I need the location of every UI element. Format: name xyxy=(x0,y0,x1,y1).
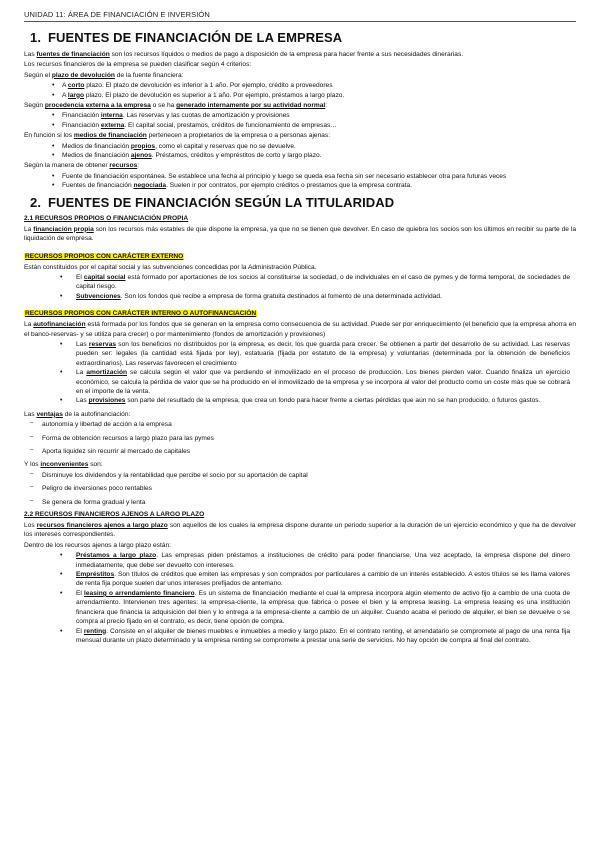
list-item: • Medios de financiación ajenos. Préstamos, créditos y empréstitos de corto y largo plazo. xyxy=(24,151,576,160)
list-item: • Las reservas son los beneficios no distribuidos por la empresa, es decir, los que guarda para crecer. Se obtienen a partir del desarrollo de su actividad. Las reservas pueden ser: legales (la cantidad está fijada por ley), estatuaria (fijada por estatuto de la empresa) y voluntarias (determinada por la obtención de beneficios extraordinarios). Las reservas favorecen el crecimiento xyxy=(24,340,576,368)
s1-intro xyxy=(24,50,576,59)
list-item: – Forma de obtención recursos a largo plazo para las pymes xyxy=(24,434,576,443)
section-2-title xyxy=(30,195,576,210)
list-item: • Subvenciones. Son los fondos que recibe a empresa de forma gratuita destinados al fomento de una determinada actividad. xyxy=(24,292,576,301)
long-term-list xyxy=(24,551,576,645)
list-item: – autonomía y libertad de acción a la empresa xyxy=(24,420,576,429)
list-item: – Se genera de forma gradual y lenta xyxy=(24,498,576,507)
term: fuentes de financiación xyxy=(36,51,110,58)
criterion-4-list xyxy=(24,172,576,191)
external-intro: Están constituidos por el capital social y las subvenciones concedidas por la Administración Pública. xyxy=(24,263,317,271)
criterion-3-list xyxy=(24,142,576,161)
list-item: • Préstamos a largo plazo. Las empresas piden préstamos a instituciones de crédito para poder financiarse. Una vez aceptado, la empresa dispone del dinero inmediatamente, que debe ser devuelto con intereses. xyxy=(24,551,576,570)
s2-2-intro: Los recursos financieros ajenos a largo plazo son aquellos de los cuales la empresa dispone durante un periodo superior a la duración de un ejercicio económico y que ha de devolver los intereses correspondientes. xyxy=(24,522,577,539)
section-2-number: 2. xyxy=(30,194,42,210)
disadvantages-list xyxy=(24,471,576,507)
list-item: • Las provisiones son parte del resultado de la empresa, que crea un fondo para hacer frente a ciertas pérdidas que aún no se han producido, o futuros gastos. xyxy=(24,396,576,405)
list-item: • Fuentes de financiación negociada. Suelen ir por contratos, por ejemplo créditos o prestamos que la empresa contrata. xyxy=(24,181,576,190)
criterion-4: Según la manera de obtener recursos: xyxy=(24,162,140,170)
unit-header: UNIDAD 11: ÁREA DE FINANCIACIÓN E INVERSIÓN xyxy=(24,10,576,22)
disadvantages-intro: Y los inconvenientes son: xyxy=(24,461,103,469)
criterion-2-list xyxy=(24,111,576,130)
criterion-1-list xyxy=(24,81,576,100)
internal-intro: La autofinanciación está formada por los fondos que se generan en la empresa como consecuencia de su actividad. Puede ser por enriquecimiento (el beneficio que la empresa ahorra en el banco-reservas- y se utiliza para crecer) o por mantenimiento (fondos de amortización y provisiones) xyxy=(24,321,576,338)
advantages-intro: Las ventajas de la autofinanciación: xyxy=(24,410,131,418)
list-item: • El renting. Consiste en el alquiler de bienes muebles e inmuebles a medio y largo plazo. En el contrato renting, el arrendatario se compromete al pago de una renta fija mensual durante un plazo determinado y la empresa renting se compromete a prestar una serie de servicios. No hay opción de compra al final del contrato. xyxy=(24,627,576,646)
list-item: – Peligro de inversiones poco rentables xyxy=(24,484,576,493)
text-run: Según el xyxy=(24,71,52,79)
list-item: • Fuente de financiación espontánea. Se establece una fecha al principio y luego se queda esa fecha sin ser necesario establecer otra para futuras veces xyxy=(24,172,576,181)
list-item: • El leasing o arrendamiento financiero. Es un sistema de financiación mediante el cual la empresa incorpora algún elemento de activo fijo a cambio de una cuota de arrendamiento. Intervienen tres agentes: la empresa-cliente, la empresa que fabrica o posee el bien y la empresa leasing. La empresa leasing es una institución financiera que financia la adquisición del bien y lo entrega a la empresa-cliente a cambio de un alquiler. Cuando acaba el periodo de alquiler, el bien se devuelve o se compra al precio fijado en el contrato, es decir, tiene opción de compra. xyxy=(24,589,576,627)
section-1-number: 1. xyxy=(30,30,42,45)
criterion-3: En función si los medios de financiación pertenecen a propietarios de la empresa o a personas ajenas: xyxy=(24,132,331,140)
text-run: Las xyxy=(24,51,37,58)
s2-2-intro-2: Dentro de los recursos ajenos a largo plazo están: xyxy=(24,541,171,549)
list-item: • El capital social está formado por aportaciones de los socios al constituirse la sociedad, o de individuales en el caso de pymes y de forma temporal, de sociedades de capital riesgo. xyxy=(24,273,576,292)
highlight-internal: RECURSOS PROPIOS CON CARÁCTER INTERNO O AUTOFINANCIACIÓN xyxy=(25,310,257,318)
highlight-external: RECURSOS PROPIOS CON CARÁCTER EXTERNO xyxy=(25,252,184,260)
list-item: • Medios de financiación propios, como el capital y reservas que no se devuelve. xyxy=(24,142,576,151)
list-item: • A corto plazo. El plazo de devolución es inferior a 1 año. Por ejemplo, crédito a proveedores xyxy=(24,81,576,90)
internal-list xyxy=(24,340,576,406)
list-item: – Disminuye los dividendos y la rentabilidad que percibe el socio por su aportación de capital xyxy=(24,471,576,480)
section-1-title xyxy=(30,30,576,45)
subsection-2-2: 2.2 RECURSOS FINANCIEROS AJENOS A LARGO PLAZO xyxy=(24,511,205,519)
s2-1-intro: La financiación propia son los recursos más estables de que dispone la empresa, ya que no se tienen que devolver. En caso de quiebra los socios son los últimos en recibir su parte de la liquidación de empresa. xyxy=(24,225,576,243)
section-2-heading: FUENTES DE FINANCIACIÓN SEGÚN LA TITULARIDAD xyxy=(48,194,395,210)
advantages-list xyxy=(24,420,576,456)
term: plazo de devolución xyxy=(51,71,115,79)
s1-intro-2: Los recursos financieros de la empresa se pueden clasificar según 4 criterios: xyxy=(24,61,252,69)
list-item: • A largo plazo. El plazo de devolución es superior a 1 año. Por ejemplo, préstamos a largo plazo. xyxy=(24,91,576,100)
list-item: • Financiación externa. El capital social, prestamos, créditos de funcionamiento de empresas… xyxy=(24,121,576,130)
text-run: son los recursos líquidos o medios de pago a disposición de la empresa para hacer frente a sus necesidades dinerarias. xyxy=(109,51,464,58)
section-1-heading: FUENTES DE FINANCIACIÓN DE LA EMPRESA xyxy=(48,30,343,45)
list-item: • Financiación interna. Las reservas y las cuotas de amortización y provisiones xyxy=(24,111,576,120)
text-run: de la fuente financiera: xyxy=(114,71,184,79)
list-item: • Empréstitos. Son títulos de créditos que emiten las empresas y son comprados por particulares a cambio de un interés establecido. A estos títulos se les llama valores de renta fija porque suelen dar unos intereses prefijados de antemano. xyxy=(24,570,576,589)
criterion-1 xyxy=(24,71,576,80)
list-item: • La amortización se calcula según el valor que va perdiendo el inmovilizado en el proceso de producción. Los bienes pierden valor. Cuando finaliza un ejercicio económico, se calcula la pérdida de valor que se ha producido en el inmovilizado de la empresa y se incorpora al valor del producto como un coste más que se cobrará en el importe de la venta. xyxy=(24,368,576,396)
list-item: – Aporta liquidez sin recurrir al mercado de capitales xyxy=(24,447,576,456)
subsection-2-1: 2.1 RECURSOS PROPIOS O FINANCIACIÓN PROPIA xyxy=(24,214,189,222)
criterion-2: Según procedencia externa a la empresa o se ha generado internamente por su actividad normal: xyxy=(24,102,328,110)
external-list xyxy=(24,273,576,301)
